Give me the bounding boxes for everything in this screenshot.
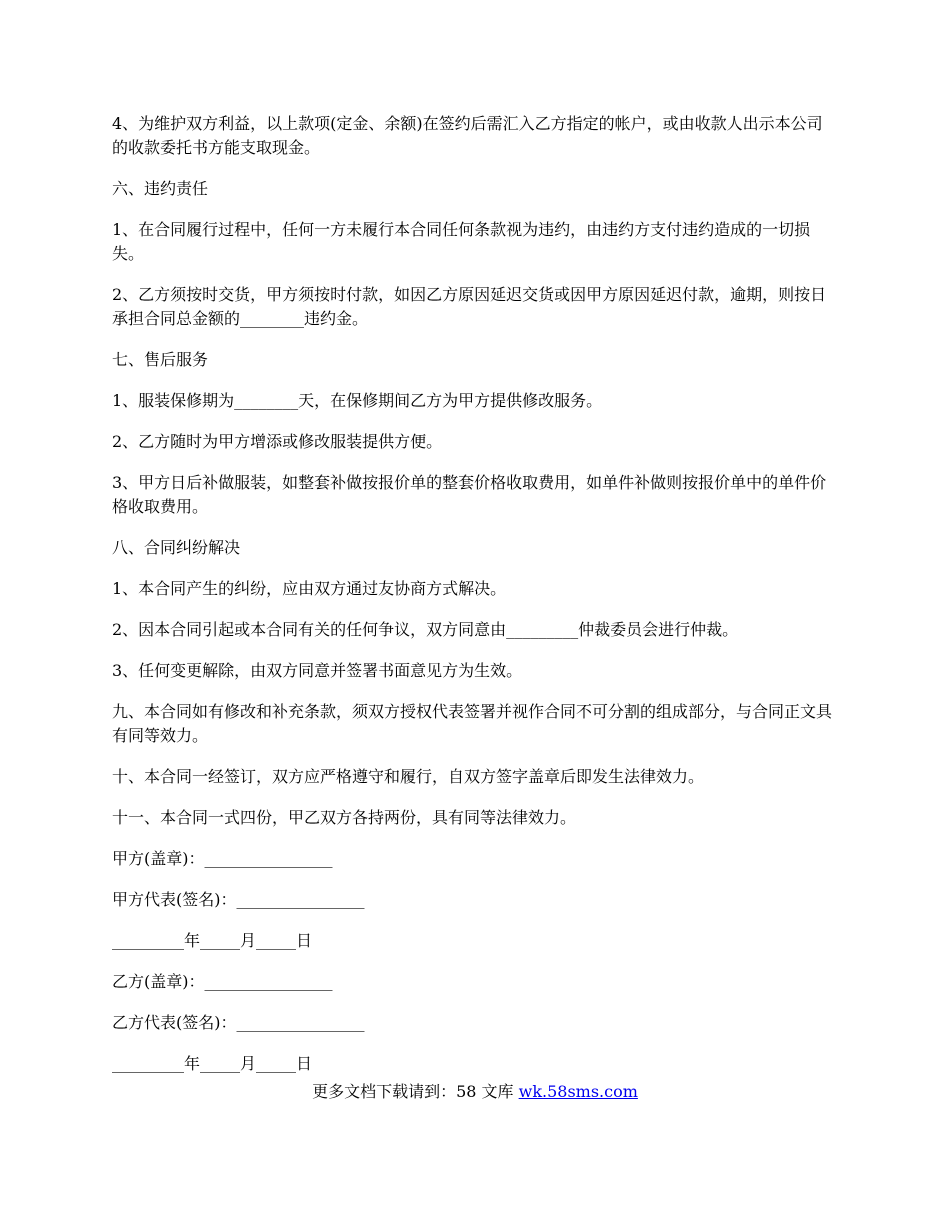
clause-8-2: 2、因本合同引起或本合同有关的任何争议，双方同意由_________仲裁委员会进行仲裁。: [112, 620, 739, 639]
section-9-clause: 九、本合同如有修改和补充条款，须双方授权代表签署并视作合同不可分割的组成部分，与合同正文具有同等效力。: [112, 702, 833, 745]
section-7-heading: 七、售后服务: [112, 350, 209, 369]
party-b-rep-signature-line: 乙方代表(签名)：________________: [112, 1013, 365, 1032]
party-b-date-line: _________年_____月_____日: [112, 1054, 313, 1073]
clause-7-1: 1、服装保修期为________天，在保修期间乙方为甲方提供修改服务。: [112, 391, 603, 410]
clause-8-3: 3、任何变更解除，由双方同意并签署书面意见方为生效。: [112, 661, 523, 680]
section-8-heading: 八、合同纠纷解决: [112, 538, 241, 557]
clause-8-1: 1、本合同产生的纠纷，应由双方通过友协商方式解决。: [112, 579, 507, 598]
section-11-clause: 十一、本合同一式四份，甲乙双方各持两份，具有同等法律效力。: [112, 808, 577, 827]
clause-6-1: 1、在合同履行过程中，任何一方未履行本合同任何条款视为违约，由违约方支付违约造成的一切损失。: [112, 220, 811, 263]
footer-site-link[interactable]: wk.58sms.com: [518, 1082, 638, 1101]
party-a-seal-line: 甲方(盖章)：________________: [112, 849, 333, 868]
clause-7-2: 2、乙方随时为甲方增添或修改服装提供方便。: [112, 432, 443, 451]
party-b-seal-line: 乙方(盖章)：________________: [112, 972, 333, 991]
party-a-rep-signature-line: 甲方代表(签名)：________________: [112, 890, 365, 909]
clause-6-2: 2、乙方须按时交货，甲方须按时付款，如因乙方原因延迟交货或因甲方原因延迟付款，逾期，则按日承担合同总金额的________违约金。: [112, 285, 827, 328]
footer-prefix-text: 更多文档下载请到：58 文库: [312, 1082, 519, 1101]
clause-4-payment: 4、为维护双方利益，以上款项(定金、余额)在签约后需汇入乙方指定的帐户，或由收款人出示本公司的收款委托书方能支取现金。: [112, 114, 823, 157]
section-10-clause: 十、本合同一经签订，双方应严格遵守和履行，自双方签字盖章后即发生法律效力。: [112, 767, 705, 786]
party-a-date-line: _________年_____月_____日: [112, 931, 313, 950]
section-6-heading: 六、违约责任: [112, 179, 209, 198]
clause-7-3: 3、甲方日后补做服装，如整套补做按报价单的整套价格收取费用，如单件补做则按报价单中的单件价格收取费用。: [112, 473, 827, 516]
contract-body: [112, 112, 838, 1093]
footer-download-note: [0, 1080, 950, 1104]
